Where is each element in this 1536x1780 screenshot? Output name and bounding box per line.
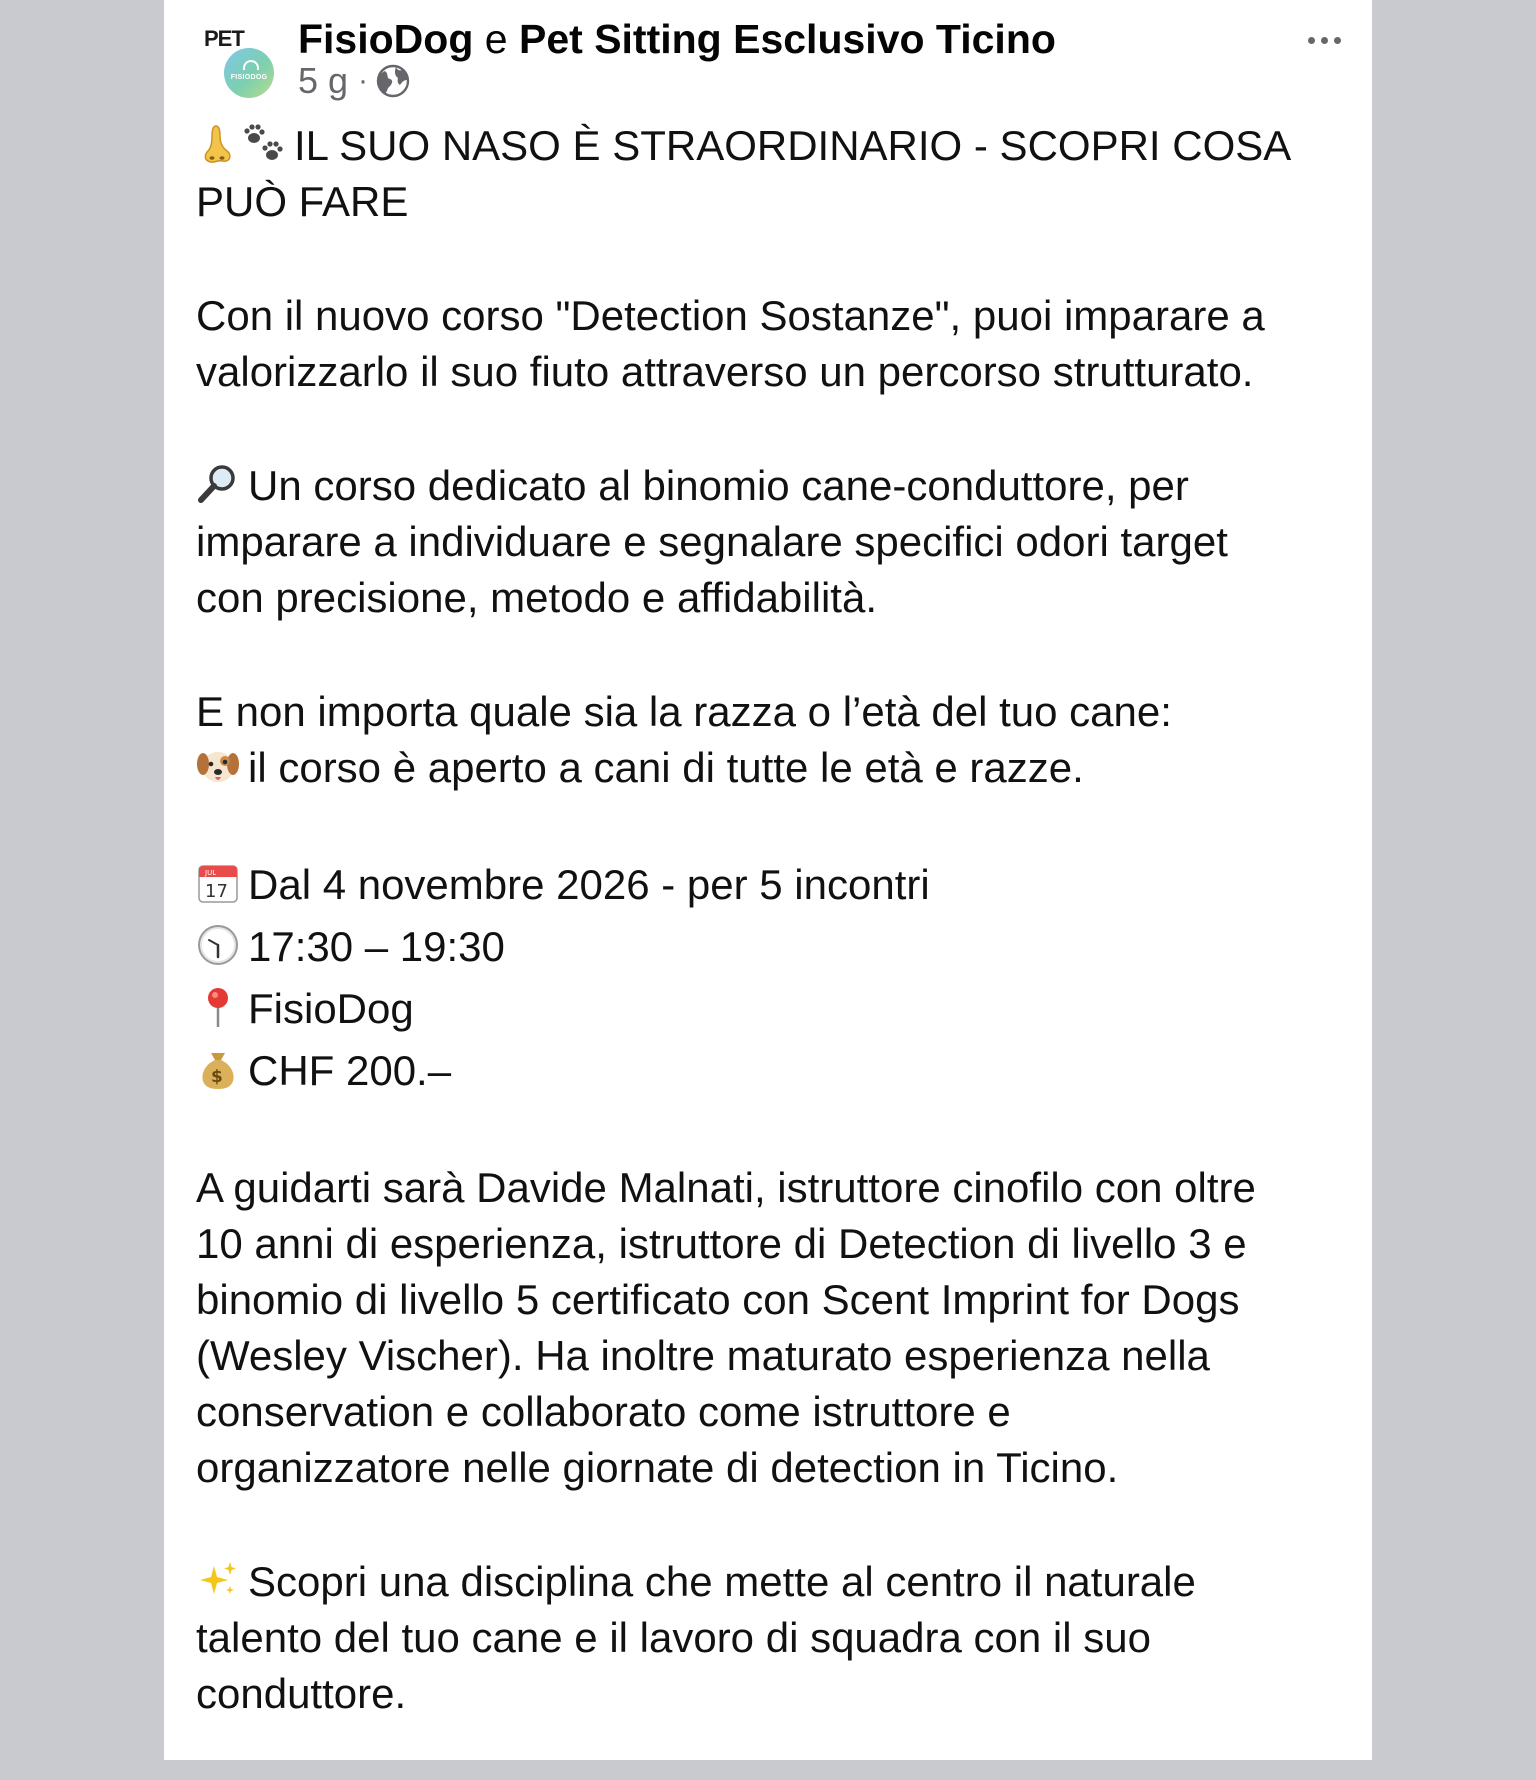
money-bag-icon (196, 1047, 240, 1091)
closing-line-2: talento del tuo cane e il lavoro di squadra con il suo (196, 1614, 1151, 1661)
more-options-icon-dot (1321, 37, 1328, 44)
course-line-3: con precisione, metodo e affidabilità. (196, 574, 877, 621)
instructor-paragraph (196, 1160, 1346, 1496)
calendar-day: 17 (205, 881, 228, 902)
instructor-line-2: 10 anni di esperienza, istruttore di Detection di livello 3 e (196, 1220, 1247, 1267)
location-line (196, 978, 1346, 1040)
price-line (196, 1040, 1346, 1102)
date-line (196, 854, 1346, 916)
time-text: 17:30 – 19:30 (248, 923, 505, 970)
details-block (196, 854, 1346, 1102)
more-options-icon (1308, 37, 1315, 44)
more-options-button[interactable] (1294, 22, 1354, 58)
location-text: FisioDog (248, 985, 414, 1032)
dog-face-icon (196, 744, 240, 788)
closing-line-1 (196, 1554, 1346, 1610)
headline-line-1 (196, 118, 1346, 174)
post-body (196, 118, 1346, 1780)
globe-icon[interactable] (376, 64, 410, 98)
pin-icon (196, 985, 240, 1029)
date-text: Dal 4 novembre 2026 - per 5 incontri (248, 861, 930, 908)
magnifying-glass-icon (196, 462, 240, 506)
instructor-line-1: A guidarti sarà Davide Malnati, istruttore cinofilo con oltre (196, 1164, 1256, 1211)
breed-line-1: E non importa quale sia la razza o l’età del tuo cane: (196, 688, 1172, 735)
page-name[interactable] (298, 14, 1056, 64)
avatar-logo-label: FISIODOG (230, 74, 268, 81)
post-headline (196, 118, 1346, 230)
sparkles-icon (196, 1558, 240, 1602)
calendar-month: JUL (205, 869, 217, 877)
headline-text-1: IL SUO NASO È STRAORDINARIO - SCOPRI COSA (294, 122, 1292, 169)
intro-line-2: valorizzarlo il suo fiuto attraverso un percorso strutturato. (196, 348, 1254, 395)
breed-paragraph (196, 684, 1346, 796)
closing-paragraph (196, 1554, 1346, 1722)
instructor-line-4: (Wesley Vischer). Ha inoltre maturato esperienza nella (196, 1332, 1210, 1379)
page-name-part1[interactable]: FisioDog (298, 16, 474, 62)
page-avatar[interactable] (204, 28, 280, 104)
course-paragraph (196, 458, 1346, 626)
post-timestamp[interactable]: 5 g (298, 60, 349, 101)
post-header (164, 0, 1372, 110)
intro-line-1: Con il nuovo corso "Detection Sostanze", puoi imparare a (196, 292, 1265, 339)
course-text-1: Un corso dedicato al binomio cane-conduttore, per (248, 462, 1189, 509)
intro-paragraph (196, 288, 1346, 400)
breed-text-2: il corso è aperto a cani di tutte le età e razze. (248, 744, 1084, 791)
headline-line-2: PUÒ FARE (196, 178, 409, 225)
course-line-2: imparare a individuare e segnalare specifici odori target (196, 518, 1228, 565)
time-line (196, 916, 1346, 978)
avatar-logo-mark (243, 60, 259, 70)
closing-line-3: conduttore. (196, 1670, 407, 1717)
page-name-part2[interactable]: Pet Sitting Esclusivo Ticino (519, 16, 1056, 62)
instructor-line-5: conservation e collaborato come istruttore e (196, 1388, 1011, 1435)
avatar-logo-text: PET (204, 26, 244, 51)
calendar-icon (196, 861, 240, 905)
closing-text-1: Scopri una disciplina che mette al centro il naturale (248, 1558, 1196, 1605)
svg-text:$: $ (211, 1067, 223, 1087)
instructor-line-6: organizzatore nelle giornate di detection in Ticino. (196, 1444, 1119, 1491)
meta-separator: · (358, 64, 369, 97)
avatar-logo-circle (224, 48, 274, 98)
nose-icon (196, 122, 240, 166)
instructor-line-3: binomio di livello 5 certificato con Scent Imprint for Dogs (196, 1276, 1240, 1323)
post-card (164, 0, 1372, 1760)
breed-line-2 (196, 740, 1346, 796)
price-text: CHF 200.– (248, 1047, 452, 1094)
post-meta (298, 60, 410, 102)
more-options-icon-dot (1334, 37, 1341, 44)
page-name-conjunction: e (484, 16, 508, 62)
paw-prints-icon (242, 122, 286, 166)
clock-icon (196, 923, 240, 967)
course-line-1 (196, 458, 1346, 514)
